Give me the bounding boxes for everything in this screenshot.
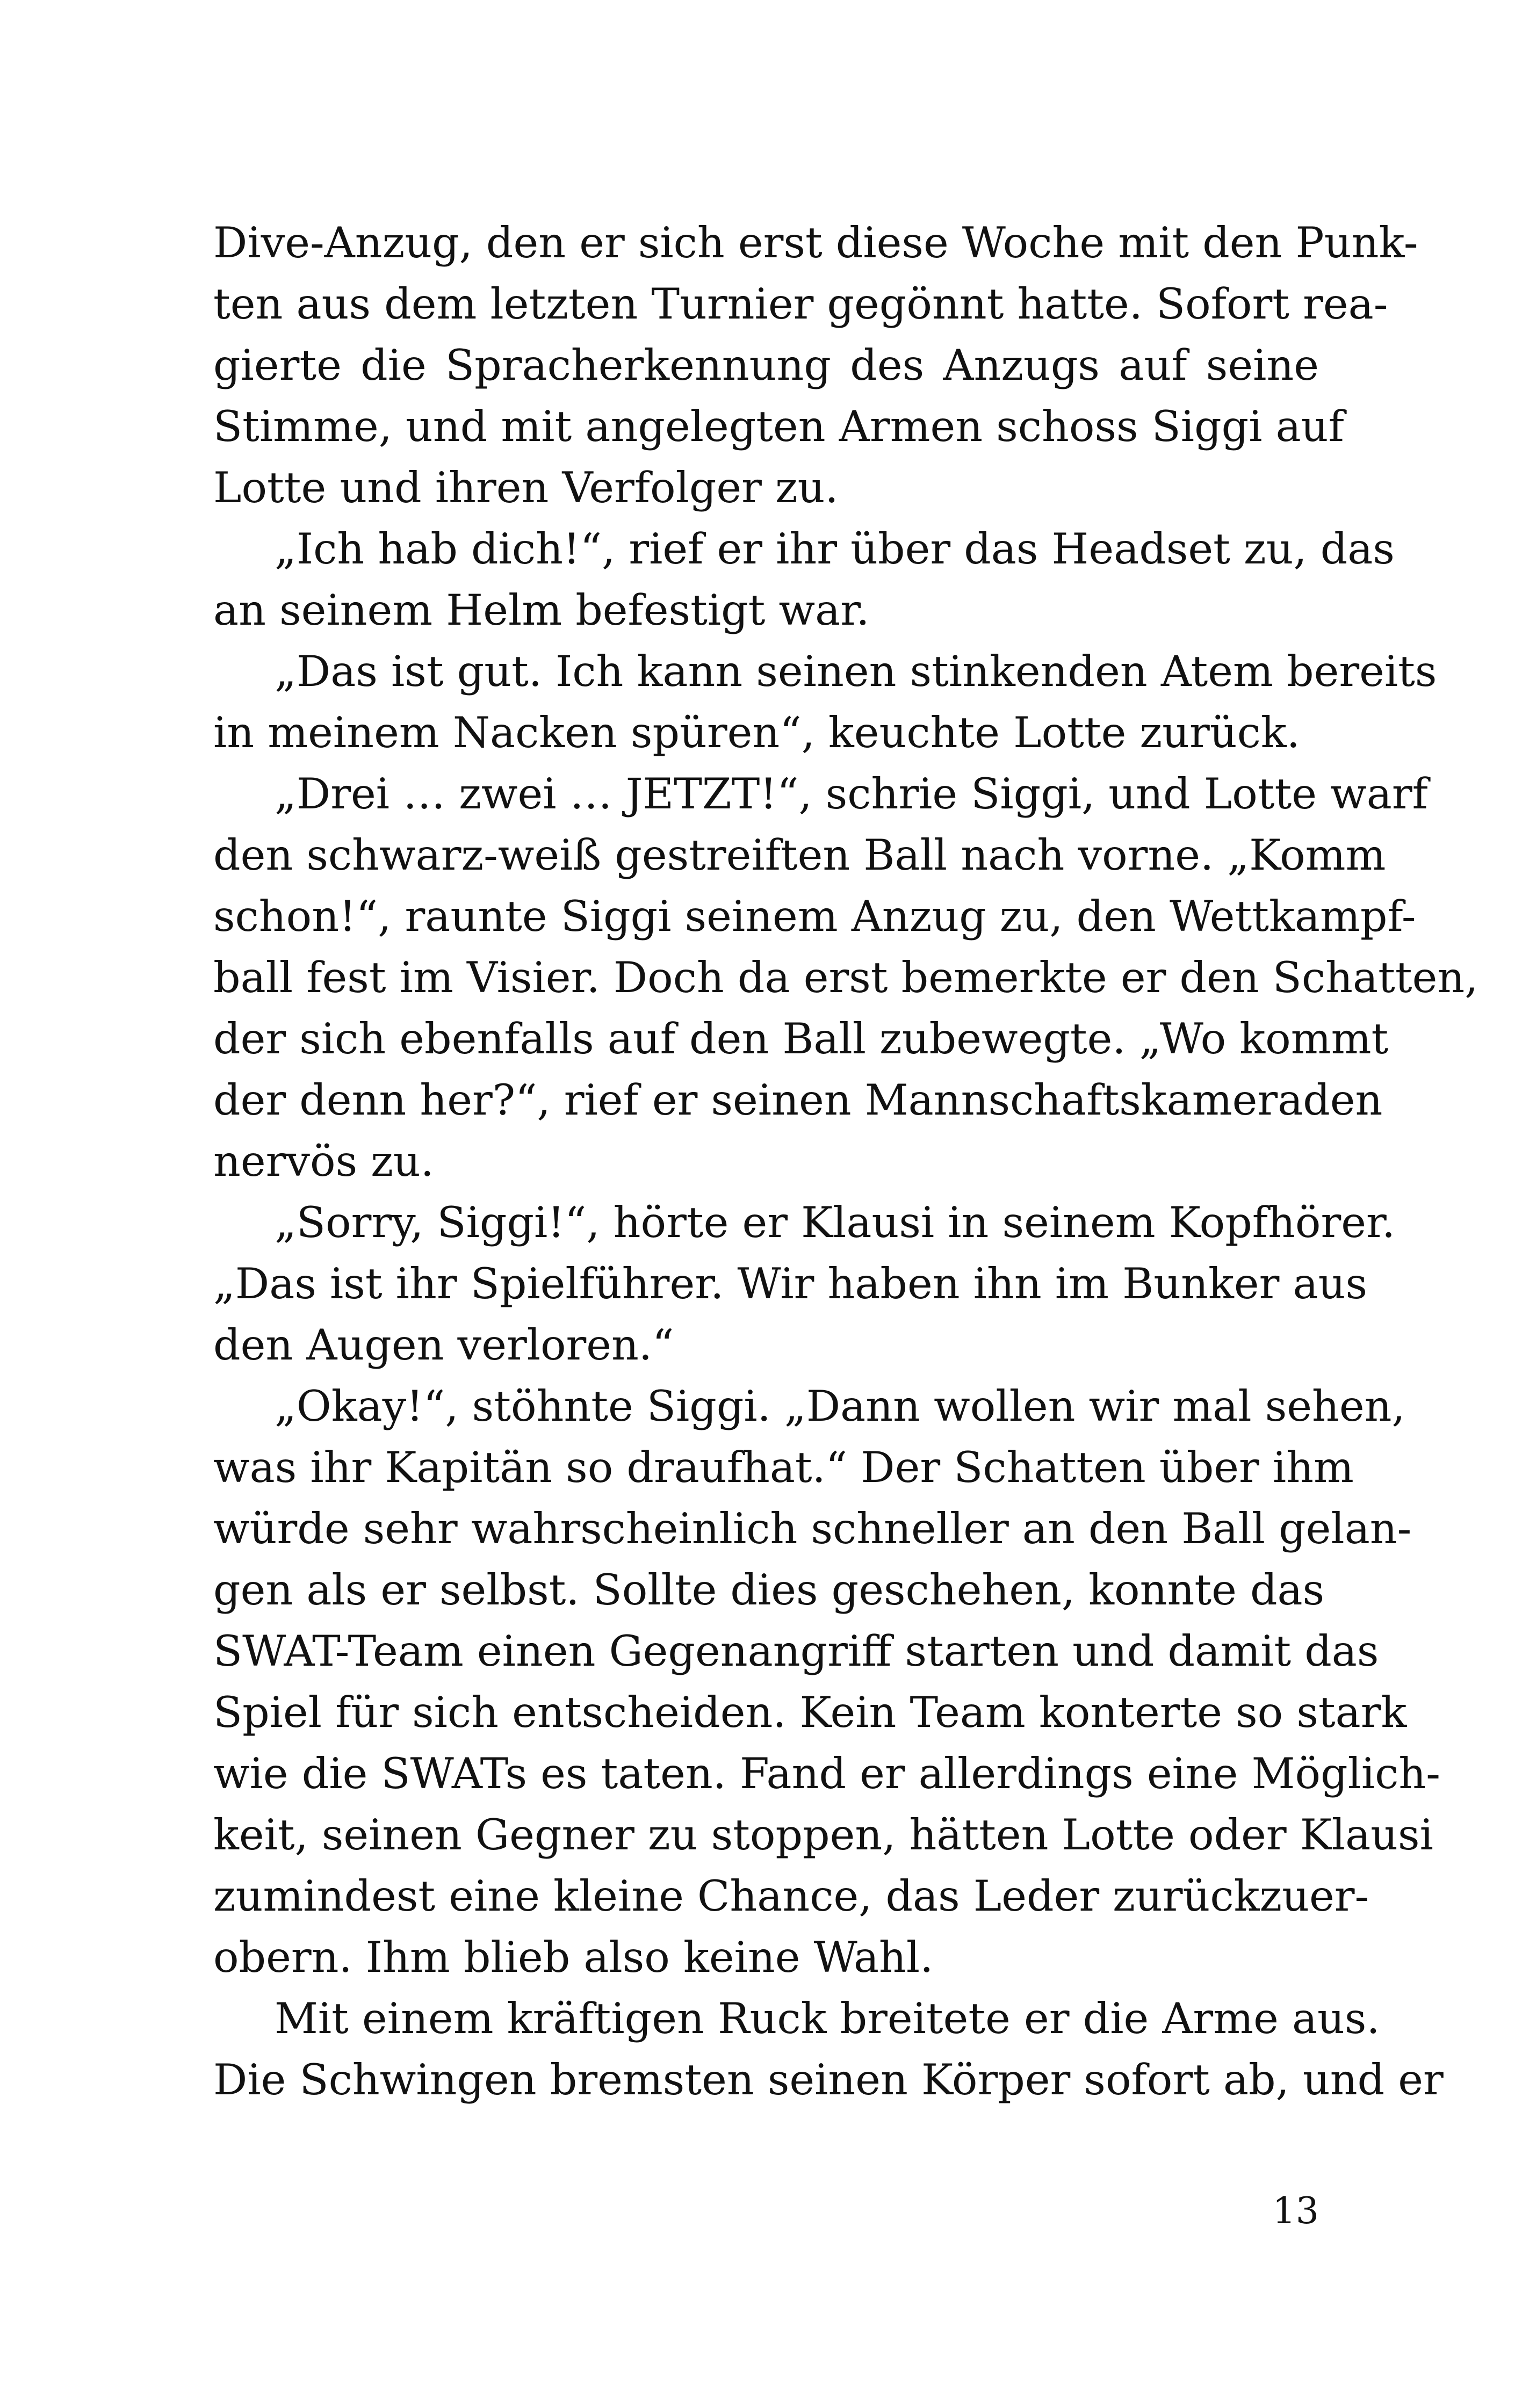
text-line: zumindest eine kleine Chance, das Leder zurückzuer- bbox=[213, 1871, 1369, 1921]
text-line: würde sehr wahrscheinlich schneller an den Ball gelan- bbox=[213, 1504, 1412, 1553]
text-line: „Das ist ihr Spielführer. Wir haben ihn im Bunker aus bbox=[213, 1259, 1368, 1308]
paragraph-first-line: „Ich hab dich!“, rief er ihr über das Headset zu, das bbox=[275, 524, 1395, 574]
text-line: Dive-Anzug, den er sich erst diese Woche mit den Punk- bbox=[213, 218, 1418, 267]
text-line: in meinem Nacken spüren“, keuchte Lotte zurück. bbox=[213, 708, 1300, 757]
text-line: gierte die Spracherkennung des Anzugs auf seine bbox=[213, 341, 1319, 390]
text-line: obern. Ihm blieb also keine Wahl. bbox=[213, 1933, 934, 1982]
paragraph-first-line: „Das ist gut. Ich kann seinen stinkenden Atem bereits bbox=[275, 647, 1437, 696]
text-line: an seinem Helm befestigt war. bbox=[213, 585, 870, 635]
text-line: ten aus dem letzten Turnier gegönnt hatte. Sofort rea- bbox=[213, 279, 1388, 329]
text-line: Die Schwingen bremsten seinen Körper sofort ab, und er bbox=[213, 2055, 1444, 2105]
text-line: den Augen verloren.“ bbox=[213, 1320, 674, 1370]
paragraph-first-line: „Drei … zwei … JETZT!“, schrie Siggi, und Lotte warf bbox=[275, 769, 1428, 819]
text-line: keit, seinen Gegner zu stoppen, hätten Lotte oder Klausi bbox=[213, 1810, 1433, 1860]
text-line: der denn her?“, rief er seinen Mannschaftskameraden bbox=[213, 1075, 1383, 1125]
paragraph-first-line: Mit einem kräftigen Ruck breitete er die Arme aus. bbox=[275, 1994, 1380, 2043]
text-line: SWAT-Team einen Gegenangriff starten und damit das bbox=[213, 1626, 1379, 1676]
page-number: 13 bbox=[1272, 2190, 1319, 2232]
text-line: wie die SWATs es taten. Fand er allerdings eine Möglich- bbox=[213, 1749, 1440, 1798]
text-line: Stimme, und mit angelegten Armen schoss Siggi auf bbox=[213, 402, 1344, 451]
text-line: was ihr Kapitän so draufhat.“ Der Schatten über ihm bbox=[213, 1443, 1354, 1492]
text-line: der sich ebenfalls auf den Ball zubewegte. „Wo kommt bbox=[213, 1014, 1389, 1064]
text-line: den schwarz-weiß gestreiften Ball nach vorne. „Komm bbox=[213, 830, 1386, 880]
body-text bbox=[213, 212, 1478, 2110]
text-line: nervös zu. bbox=[213, 1137, 434, 1186]
text-line: Lotte und ihren Verfolger zu. bbox=[213, 463, 839, 512]
paragraph-first-line: „Sorry, Siggi!“, hörte er Klausi in seinem Kopfhörer. bbox=[275, 1198, 1396, 1247]
text-line: ball fest im Visier. Doch da erst bemerkte er den Schatten, bbox=[213, 953, 1478, 1002]
text-line: gen als er selbst. Sollte dies geschehen, konnte das bbox=[213, 1565, 1325, 1615]
paragraph-first-line: „Okay!“, stöhnte Siggi. „Dann wollen wir mal sehen, bbox=[275, 1382, 1405, 1431]
text-line: schon!“, raunte Siggi seinem Anzug zu, den Wettkampf- bbox=[213, 892, 1416, 941]
text-line: Spiel für sich entscheiden. Kein Team konterte so stark bbox=[213, 1688, 1407, 1737]
